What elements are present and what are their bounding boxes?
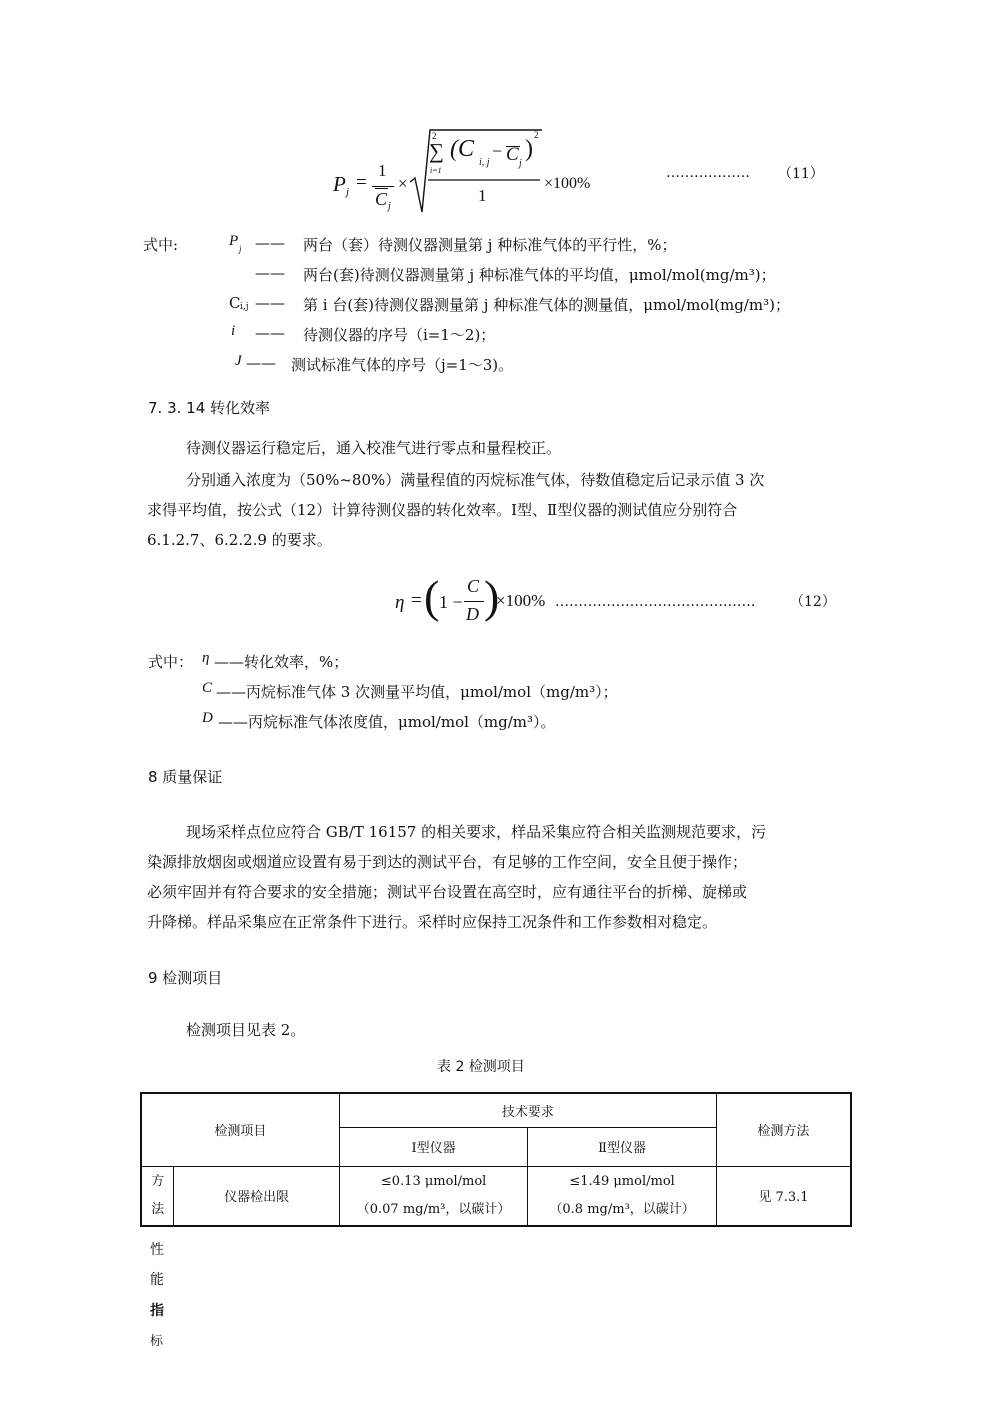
legend11-row5-sym: J xyxy=(235,353,242,369)
formula11-den-sub: j xyxy=(388,201,391,212)
section8-line3: 必须牢固并有符合要求的安全措施；测试平台设置在高空时，应有通往平台的折梯、旋梯或 xyxy=(147,883,748,901)
section8-title: 8 质量保证 xyxy=(148,768,223,786)
overflow-char-2: 能 xyxy=(150,1272,164,1288)
legend11-row1-sub: j xyxy=(239,244,242,254)
formula11-num: 1 xyxy=(378,161,387,180)
legend11-row4-sym: i xyxy=(231,323,236,339)
section8-line2: 染源排放烟囱或烟道应设置有易于到达的测试平台，有足够的工作空间，安全且便于操作； xyxy=(147,853,748,871)
formula11-close: ) xyxy=(525,136,533,162)
legend12-row3-sym: D xyxy=(202,710,213,726)
overflow-char-1: 性 xyxy=(150,1242,164,1258)
table2-category xyxy=(141,1166,174,1226)
section8-line4: 升降梯。样品采集应在正常条件下进行。采样时应保持工况条件和工作参数相对稳定。 xyxy=(147,913,718,931)
formula11-minus: − xyxy=(492,141,503,161)
table2-row1-type2 xyxy=(528,1166,717,1226)
formula11-sq: 2 xyxy=(534,130,539,140)
formula11-fraction-bar xyxy=(372,186,394,187)
legend11-prefix: 式中: xyxy=(143,236,179,254)
formula11-sigma: ∑ xyxy=(429,139,444,163)
table2-row1-type1-b: （0.07 mg/m³，以碳计） xyxy=(356,1201,511,1217)
table-2 xyxy=(140,1092,852,1227)
section7314-p2-line3: 6.1.2.7、6.2.2.9 的要求。 xyxy=(147,531,332,549)
legend11-row2-desc: 两台(套)待测仪器测量第 j 种标准气体的平均值，μmol/mol(mg/m³)； xyxy=(303,266,776,284)
formula12-fraction-bar xyxy=(464,601,484,602)
formula11-eq: = xyxy=(356,172,367,193)
formula11-times: × xyxy=(398,174,408,193)
formula11-cbar-sub: j xyxy=(519,158,522,169)
formula11-label: （11） xyxy=(778,166,824,182)
legend11-row1-dash: —— xyxy=(255,234,285,252)
formula12-rparen: ) xyxy=(484,571,500,622)
formula11-lhs-sub: j xyxy=(346,186,350,198)
formula11-lhs: P xyxy=(333,172,346,196)
legend12-row3-desc: ——丙烷标准气体浓度值，μmol/mol（mg/m³）。 xyxy=(218,713,556,731)
table2-head-type1: Ⅰ型仪器 xyxy=(339,1127,528,1166)
table2-head-item: 检测项目 xyxy=(141,1093,339,1166)
table2-row1-type2-a: ≤1.49 μmol/mol xyxy=(569,1173,675,1189)
legend11-row3-sub: i,j xyxy=(240,302,249,312)
table2-head-req: 技术要求 xyxy=(339,1093,716,1127)
legend12-row1-desc: ——转化效率，%； xyxy=(214,653,349,671)
table2-cat-char-1: 方 xyxy=(151,1173,165,1189)
legend11-row3-dash: —— xyxy=(255,294,285,312)
section9-p1: 检测项目见表 2。 xyxy=(186,1021,306,1039)
formula11-sum-lower: i=1 xyxy=(430,166,442,175)
table2-row1-type1 xyxy=(339,1166,528,1226)
formula12-eq: = xyxy=(411,590,422,611)
legend11-row2-dash: —— xyxy=(255,264,285,282)
table-row xyxy=(141,1166,851,1226)
formula12-one-minus: 1 − xyxy=(439,592,463,612)
formula12-label: （12） xyxy=(790,594,836,610)
section9-title: 9 检测项目 xyxy=(148,969,223,987)
table2-row1-type1-a: ≤0.13 μmol/mol xyxy=(380,1173,487,1189)
legend11-row5-dash: —— xyxy=(246,354,276,372)
legend12-row2-desc: ——丙烷标准气体 3 次测量平均值，μmol/mol（mg/m³）； xyxy=(216,683,618,701)
legend12-row1-sym: η xyxy=(202,650,210,666)
table2-row1-method: 见 7.3.1 xyxy=(716,1166,851,1226)
overflow-char-3: 指 xyxy=(150,1303,164,1319)
section7314-p2-line1: 分别通入浓度为（50%~80%）满量程值的丙烷标准气体，待数值稳定后记录示值 3 次 xyxy=(186,471,765,489)
legend11-row1-sym: P xyxy=(229,233,239,249)
formula11-cbar: C xyxy=(506,144,519,165)
formula12-pct: ×100% xyxy=(496,591,546,610)
table2-row1-type2-b: （0.8 mg/m³，以碳计） xyxy=(549,1201,695,1217)
formula12-lparen: ( xyxy=(424,571,440,622)
formula12-dots: ……………………………….…… xyxy=(555,594,756,610)
legend11-row1-desc: 两台（套）待测仪器测量第 j 种标准气体的平行性，%； xyxy=(303,236,677,254)
table2-caption: 表 2 检测项目 xyxy=(437,1059,525,1075)
table2-head-method: 检测方法 xyxy=(716,1093,851,1166)
formula11-sum-upper: 2 xyxy=(432,131,437,141)
table2-cat-char-2: 法 xyxy=(151,1201,165,1217)
formula11-den: C xyxy=(375,189,388,209)
formula11-pct: ×100% xyxy=(544,175,591,192)
table2-head-type2: Ⅱ型仪器 xyxy=(528,1127,717,1166)
formula11-dots: ……………… xyxy=(666,165,750,181)
formula11-inner-sub: i, j xyxy=(479,157,490,168)
section8-line1: 现场采样点位应符合 GB/T 16157 的相关要求，样品采集应符合相关监测规范要求，污 xyxy=(186,823,767,841)
formula11-den-overbar xyxy=(375,188,388,189)
legend11-row5-desc: 测试标准气体的序号（j=1～3)。 xyxy=(291,356,514,374)
legend11-row3-desc: 第 i 台(套)待测仪器测量第 j 种标准气体的测量值，μmol/mol(mg/m³)； xyxy=(303,296,790,314)
formula11-under-one: 1 xyxy=(478,186,487,205)
table2-row1-item: 仪器检出限 xyxy=(174,1166,339,1226)
legend11-row4-desc: 待测仪器的序号（i=1～2)； xyxy=(303,326,496,344)
legend11-row3-sym: C xyxy=(229,294,241,312)
section7314-p1: 待测仪器运行稳定后，通入校准气进行零点和量程校正。 xyxy=(186,439,562,457)
section7314-p2-line2: 求得平均值，按公式（12）计算待测仪器的转化效率。Ⅰ型、Ⅱ型仪器的测试值应分别符合 xyxy=(147,501,738,519)
formula12-num: C xyxy=(467,576,480,596)
legend12-row2-sym: C xyxy=(202,680,213,696)
legend12-prefix: 式中： xyxy=(148,653,194,671)
formula12-eta: η xyxy=(395,592,405,613)
formula12-den: D xyxy=(466,604,479,624)
formula11-inner: (C xyxy=(450,136,474,162)
section7314-title: 7. 3. 14 转化效率 xyxy=(148,399,271,417)
legend11-row4-dash: —— xyxy=(255,324,285,342)
overflow-char-4: 标 xyxy=(150,1334,164,1349)
